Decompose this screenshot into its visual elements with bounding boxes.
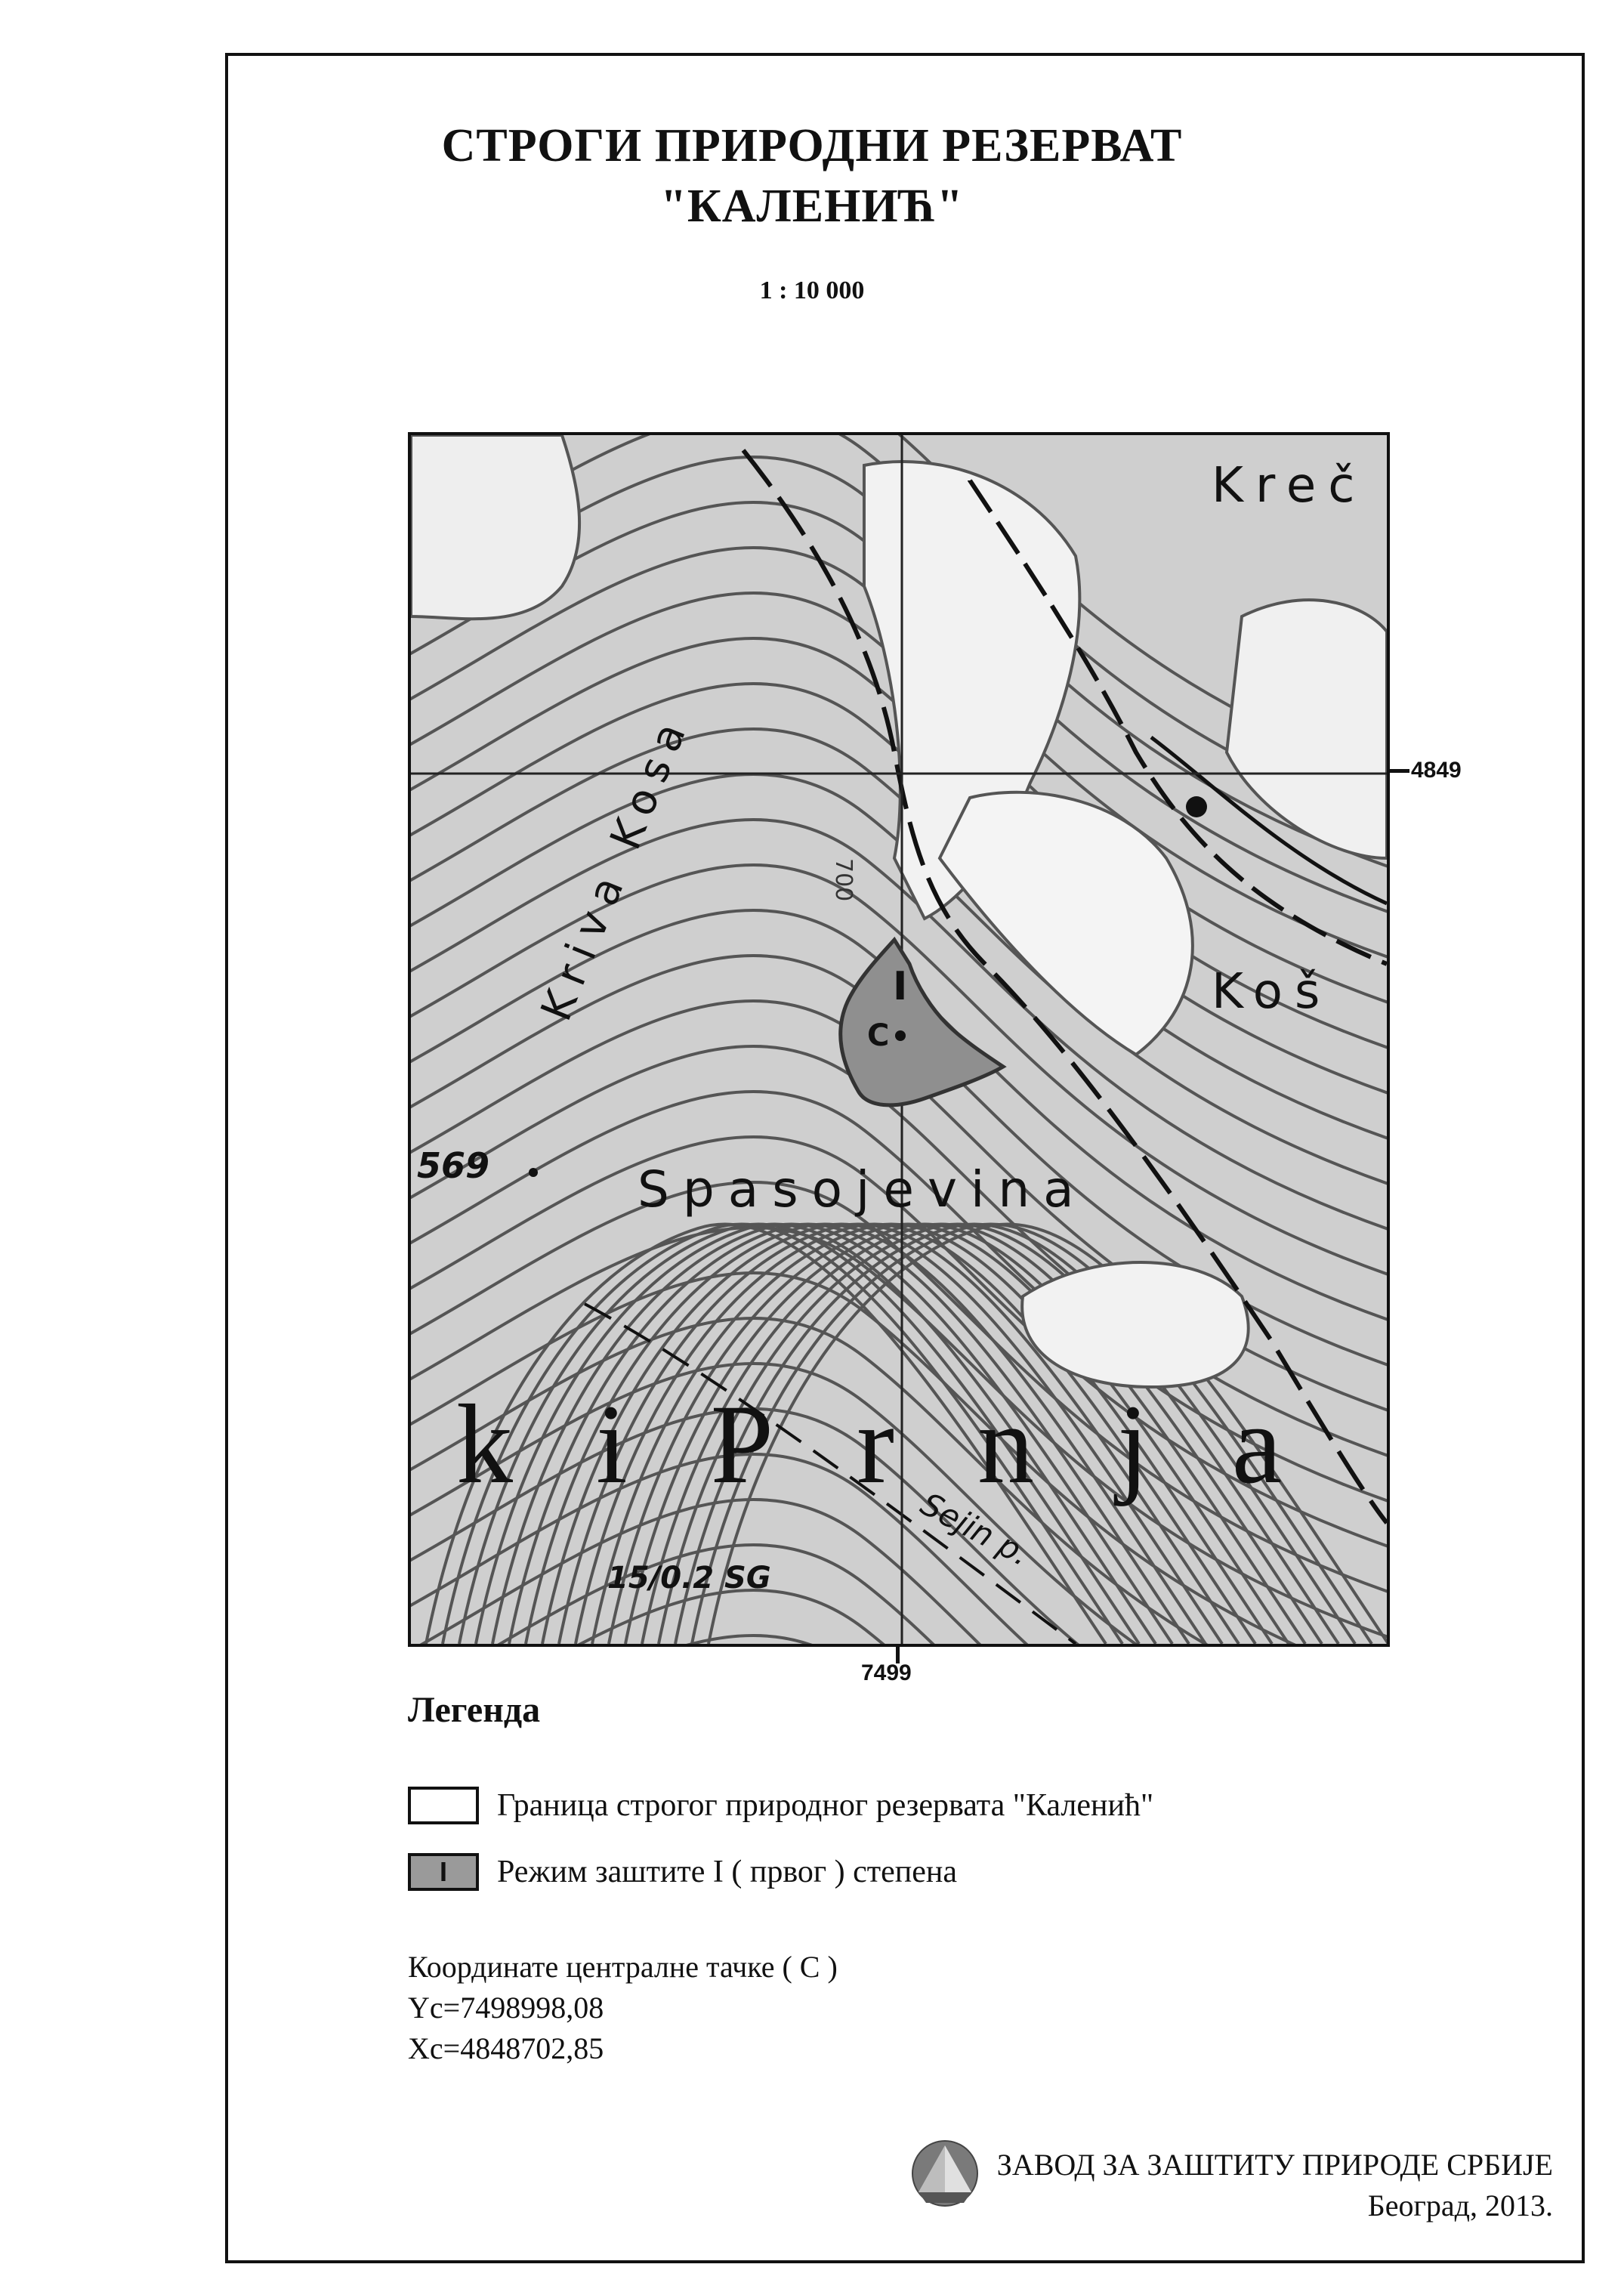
map-title-line1: СТРОГИ ПРИРОДНИ РЕЗЕРВАТ (441, 120, 1183, 171)
place-label-prnja: kiPrnja (456, 1382, 1366, 1507)
topographic-map[interactable] (408, 432, 1390, 1647)
elevation-label-569: 569 (417, 1145, 490, 1186)
place-label-krec: Kreč (1212, 458, 1367, 514)
coordinate-x: Xc=4848702,85 (408, 2031, 604, 2065)
organization-place-year: Београд, 2013. (1367, 2189, 1553, 2222)
coordinate-y: Yc=7498998,08 (408, 1991, 604, 2025)
grid-label-y: 7499 (861, 1660, 912, 1685)
organization-name: ЗАВОД ЗА ЗАШТИТУ ПРИРОДЕ СРБИЈЕ (996, 2148, 1553, 2182)
legend-swatch-boundary (408, 1787, 479, 1824)
protection-zone-label: I (893, 964, 908, 1009)
legend-title: Легенда (408, 1690, 541, 1730)
legend-item-zone (408, 1849, 957, 1895)
grid-tick-x (1390, 769, 1409, 773)
legend-item-boundary (408, 1783, 1153, 1828)
map-scale: 1 : 10 000 (759, 276, 865, 304)
legend-label-boundary: Граница строгог природног резервата "Каленић" (497, 1788, 1154, 1823)
coordinates-heading: Координате централне тачке ( С ) (408, 1950, 838, 1984)
grid-label-x: 4849 (1411, 758, 1462, 783)
stream-label-sejin: Sejin p. (914, 1485, 1036, 1574)
center-point-label: C (867, 1018, 890, 1053)
triangle-logo-icon (911, 2139, 979, 2207)
legend-label-zone: Режим заштите I ( првог ) степена (497, 1855, 957, 1889)
legend-swatch-zone: I (408, 1853, 479, 1891)
spring-label: 15/0.2 SG (607, 1561, 771, 1595)
place-label-spasojevina: Spasojevina (638, 1160, 1088, 1219)
place-label-kos: Koš (1212, 964, 1332, 1020)
contour-label-700: 700 (830, 858, 857, 902)
place-label-kriva-kosa: Kriva Kosa (532, 706, 700, 1028)
map-title-line2: "КАЛЕНИЋ" (660, 181, 964, 232)
